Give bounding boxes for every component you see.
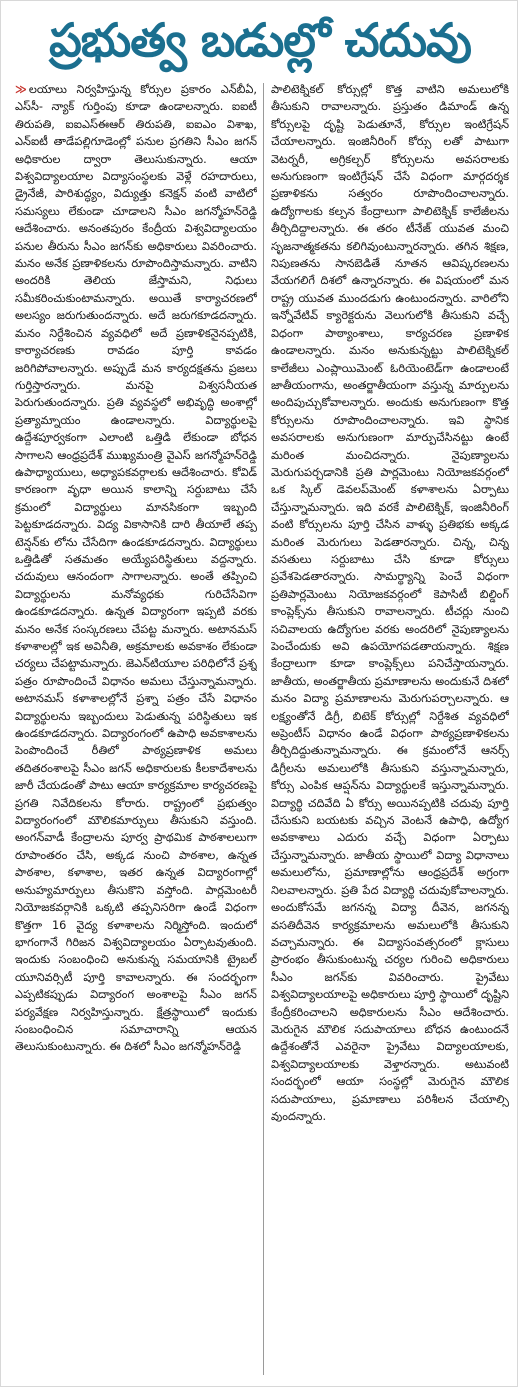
right-column-text: పాలిటెక్నికల్ కోర్సుల్లో కొత్త వాటిని అమలులోకి తీసుకుని రావాలన్నారు. ప్రస్తుతం డిమాండ్ ఉన్న కోర్సులపై దృష్టి పెడుతూనే, కోర్సుల ఇంటిగ్రేషన్ చేయాలన్నారు. ఇంజినీరింగ్ కోర్సు లతో పాటుగా వెటర్నరీ, అగ్రికల్చర్ కోర్సులను అవసరాలకు అనుగుణంగా ఇంటిగ్రేషన్ చేసే విధంగా మార్గదర్శక ప్రణాళికను సత్వరం రూపొందించాలన్నారు. ఉద్యోగాలకు కల్పన కేంద్రాలుగా పాలిటెక్నిక్ కాలేజీలను తీర్చిదిద్దాలన్నారు. ఈ తరం టీనేజ్ యువత మంచి సృజనాత్మకతను కలిగివుంటున్నారన్నారు. తగిన శిక్షణ, నిపుణతను సానబెడితే నూతన ఆవిష్కరణలను వేయగలిగే దిశలో ఉన్నారన్నారు. ఈ విషయంలో మన రాష్ట్ర యువత ముందడుగు ఉంటుందన్నారు. వారిలోని ఇన్నోవేటివ్ క్యారెక్టరును వెలుగులోకి తీసుకుని వచ్చే విధంగా పాఠ్యాంశాలు, కార్యచరణ ప్రణాళిక ఉండాలన్నారు. మనం అనుకున్నట్టు పాలిటెక్నికల్ కాలేజీలు ఎంప్లాయిమెంట్ ఓరియెంటెడ్‌గా ఉండాలంటే జాతీయంగాను, అంతర్జాతీయంగా వస్తున్న మార్పులను అందిపుచ్చుకోవాలన్నారు. అందుకు అనుగుణంగా కొత్త కోర్సులను రూపొందించాలన్నారు. ఇవి స్థానిక అవసరాలకు అనుగుణంగా మార్పుచేసినట్టు ఉంటే మరింత మంచిదన్నారు. నైపుణ్యాలను మెరుగుపర్చడానికి ప్రతి పార్లమెంటు నియోజకవర్గంలో ఒక స్కిల్ డెవలప్‌మెంట్ కళాశాలను ఏర్పాటు చేస్తున్నామన్నారు. ఇది వరకే పాలిటెక్నిక్, ఇంజినీరింగ్ వంటి కోర్సులను పూర్తి చేసిన వాళ్ళు ప్రతిభకు అక్కడ మరింత మెరుగులు పెడతారన్నారు. చిన్న, చిన్న వసతులు సర్దుబాటు చేసి కూడా కోర్సులు ప్రవేశపెడతారన్నారు. సామర్థ్యాన్ని పెంచే విధంగా ప్రతిపార్లమెంటు నియోజకవర్గంలో కెపాసిటీ బిల్డింగ్ కాంప్లెక్స్‌ను తీసుకుని రావాలన్నారు. టీచర్లు నుంచి సచివాలయ ఉద్యోగుల వరకు అందరిలో నైపుణ్యాలను పెంచేందుకు అవి ఉపయోగపడతాయన్నారు. శిక్షణ కేంద్రాలుగా కూడా కాంప్లెక్స్‌లు పనిచేస్తాయన్నారు. జాతీయ, అంతర్జాతీయ ప్రమాణాలను అందుకునే దిశలో మనం విద్యా ప్రమాణాలను మెరుగుపర్చాలన్నారు. ఆ లక్ష్యంతోనే డిగ్రీ, బిటెక్ కోర్సుల్లో నిర్దేశిత వ్యవధిలో అప్రెంటీస్ విధానం ఉండే విధంగా పాఠ్యప్రణాళికలను తీర్చిదిద్దుతున్నామన్నారు. ఈ క్రమంలోనే ఆనర్స్ డిగ్రీలను అమలులోకి తీసుకుని వస్తున్నామన్నారు, కోర్సు ఎంపిక ఆప్షన్‌ను విద్యార్థులకే ఇస్తున్నామన్నారు. విద్యార్థి చదివేది ఏ కోర్సు అయినప్పటికి చదువు పూర్తి చేసుకుని బయటకు వచ్చిన వెంటనే ఉపాధి, ఉద్యోగ అవకాశాలు ఎదురు వచ్చే విధంగా ఏర్పాటు చేస్తున్నామన్నారు. జాతీయ స్థాయిలో విద్యా విధానాలు అమలులోను, ప్రమాణాల్లోను ఆంధ్రప్రదేశ్ అగ్రంగా నిలవాలన్నారు. ప్రతి పేద విద్యార్థి చదువుకోవాలన్నారు. అందుకోసమే జగనన్న విద్యా దీవెన, జగనన్న వసతిదీవెన కార్యక్రమాలను అమలులోకి తీసుకుని వచ్చామన్నారు. ఈ విద్యాసంవత్సరంలో క్లాసులు ప్రారంభం తీసుకుంటున్న చర్యల గురించి అధికారులు సీఎం జగన్‌కు వివరించారు. ప్రైవేటు విశ్వవిద్యాలయాలపై అధికారులు పూర్తి స్థాయిలో దృష్టిని కేంద్రీకరించాలని అధికారులను సీఎం ఆదేశించారు. మెరుగైన మౌలిక సదుపాయాలు బోధన ఉంటుందనే ఉద్దేశంతోనే ఎవరైనా ప్రైవేటు విద్యాలయాలకు, విశ్వవిద్యాలయాలకు వెళ్తారన్నారు. అటువంటి సందర్భంలో ఆయా సంస్థల్లో మెరుగైన మౌలిక సదుపాయాలు, ప్రమాణాలు పరిశీలన చేయాల్సి వుందన్నారు. [271, 83, 509, 1123]
article-column-right [271, 81, 509, 1381]
column-divider [263, 83, 264, 1375]
left-column-paragraph [15, 81, 257, 1056]
article-column-left [15, 81, 257, 1381]
lead-marker-icon: ≫ [15, 83, 27, 96]
left-column-text: లయాలు నిర్వహిస్తున్న కోర్సుల ప్రకారం ఎన్‌బీఏ, ఎస్‌సీ- న్యాక్ గుర్తింపు కూడా ఉండాలన్నారు. ఐఐటీ తిరుపతి, ఐఐఎస్‌ఈఆర్ తిరుపతి, ఐఐఎం విశాఖ, ఎన్‌ఐటీ తాడేపల్లిగూడెంల్లో పనుల ప్రగతిని సీఎం జగన్ అధికారుల ద్వారా తెలుసుకున్నారు. ఆయా విశ్వవిద్యాలయాల విద్యాసంస్థలకు వెళ్లే రహదారులు, డ్రైనేజీ, పారిశుద్ధ్యం, విద్యుత్తు కనెక్షన్ వంటి వాటిలో సమస్యలు లేకుండా చూడాలని సీఎం జగన్మోహన్‌రెడ్డి ఆదేశించారు. అనంతపురం కేంద్రీయ విశ్వవిద్యాలయం పనుల తీరును సీఎం జగన్‌కు అధికారులు వివరించారు. మనం అనేక ప్రణాళికలను రూపొందిస్తామన్నారు. వాటిని అందరికి తెలియ జేస్తామని, నిధులు సమీకరించుకుంటామన్నారు. అయితే కార్యాచరణలో అలస్యం జరుగుతుందన్నారు. అదే జరుగకూడదన్నారు. మనం నిర్దేశించిన వ్యవధిలో అదే ప్రణాళికనైనప్పటికి, కార్యాచరణకు రావడం పూర్తి కావడం జరిగిపోవాలన్నారు. అప్పుడే మన కార్యదక్షతను ప్రజలు గుర్తిస్తారన్నారు. మనపై విశ్వసనీయత పెరుగుతుందన్నారు. ప్రతి వ్యవస్థలో అభివృద్ధి అంశాల్లో ప్రత్యామ్నాయం ఉండాలన్నారు. విద్యార్థులపై ఉద్దేశపూర్వకంగా ఎలాంటి ఒత్తిడి లేకుండా బోధన సాగాలని ఆంధ్రప్రదేశ్ ముఖ్యమంత్రి వైఎస్ జగన్మోహన్‌రెడ్డి ఉపాధ్యాయులు, అధ్యాపకవర్గాలకు ఆదేశించారు. కోవిడ్ కారణంగా వృధా అయిన కాలాన్ని సర్దుబాటు చేసే క్రమంలో విద్యార్థులు మానసికంగా ఇబ్బంది పెట్టకూడదన్నారు. విద్య వికాసానికి దారి తీయాలే తప్ప టెన్షన్‌కు లోను చేసేదిగా ఉండకూడదన్నారు. విద్యార్థులు ఒత్తిడితో సతమతం అయ్యేపరిస్థితులు వద్దన్నారు. చదువులు ఆనందంగా సాగాలన్నారు. అంతే తప్పించి విద్యార్థులను మనోవ్యధకు గురిచేసేవిగా ఉండకూడదన్నారు. ఉన్నత విద్యారంగా ఇప్పటి వరకు మనం అనేక సంస్కరణలు చేపట్ట మన్నారు. అటానమస్ కళాశాలల్లో ఇక అవినీతి, అక్రమాలకు అవకాశం లేకుండా చర్యలు చేపట్టామన్నారు. జెఎన్‌టియూల పరిధిలోనే ప్రశ్న పత్రం రూపొందించే విధానం అమలు చేస్తున్నామన్నారు. అటానమస్ కళాశాలల్లోనే ప్రశ్నా పత్రం చేసే విధానం విద్యార్థులను ఇబ్బందులు పెడుతున్న పరిస్థితులు ఇక ఉండకూడదన్నారు. విద్యారంగంలో ఉపాధి అవకాశాలను పెంపొందించే రీతిలో పాఠ్యప్రణాళిక అమలు తదితరంశాలపై సీఎం జగన్ అధికారులకు కీలకాదేశాలను జారీ చేయడంతో పాటు ఆయా కార్యక్రమాల కార్యచరణపై ప్రగతి నివేదికలను కోరారు. రాష్ట్రంలో ప్రభుత్వం విద్యారంగంలో మౌలికమార్పులు తీసుకుని వస్తుంది. అంగన్‌వాడీ కేంద్రాలను పూర్వ ప్రాథమిక పాఠశాలలుగా రూపాంతరం చేసి, అక్కడ నుంచి పాఠశాల, ఉన్నత పాఠశాల, కళాశాల, ఇతర ఉన్నత విద్యారంగాల్లో అనుహ్యమార్పులు తీసుకొని వస్తోంది. పార్లమెంటరీ నియోజకవర్గానికి ఒక్కటి తప్పనిసరిగా ఉండే విధంగా కొత్తగా 16 వైద్య కళాశాలను నిర్మిస్తోంది. ఇందులో భాగంగానే గిరిజన విశ్వవిద్యాలయం ఏర్పాటవుతుంది. ఇందుకు సంబంధించి అనుకున్న సమయానికి ట్రైబల్ యూనివర్సిటీ పూర్తి కావాలన్నారు. ఈ సందర్భంగా ఎప్పటికప్పుడు విద్యారంగ అంశాలపై సీఎం జగన్ పర్యవేక్షణ నిర్వహిస్తున్నారు. క్షేత్రస్థాయిలో ఇందుకు సంబంధించిన సమాచారాన్ని ఆయన తెలుసుకుంటున్నారు. ఈ దిశలో సీఎం జగన్మోహన్‌రెడ్డి [15, 83, 257, 1054]
article-headline: ప్రభుత్వ బడుల్లో చదువు [49, 13, 471, 67]
